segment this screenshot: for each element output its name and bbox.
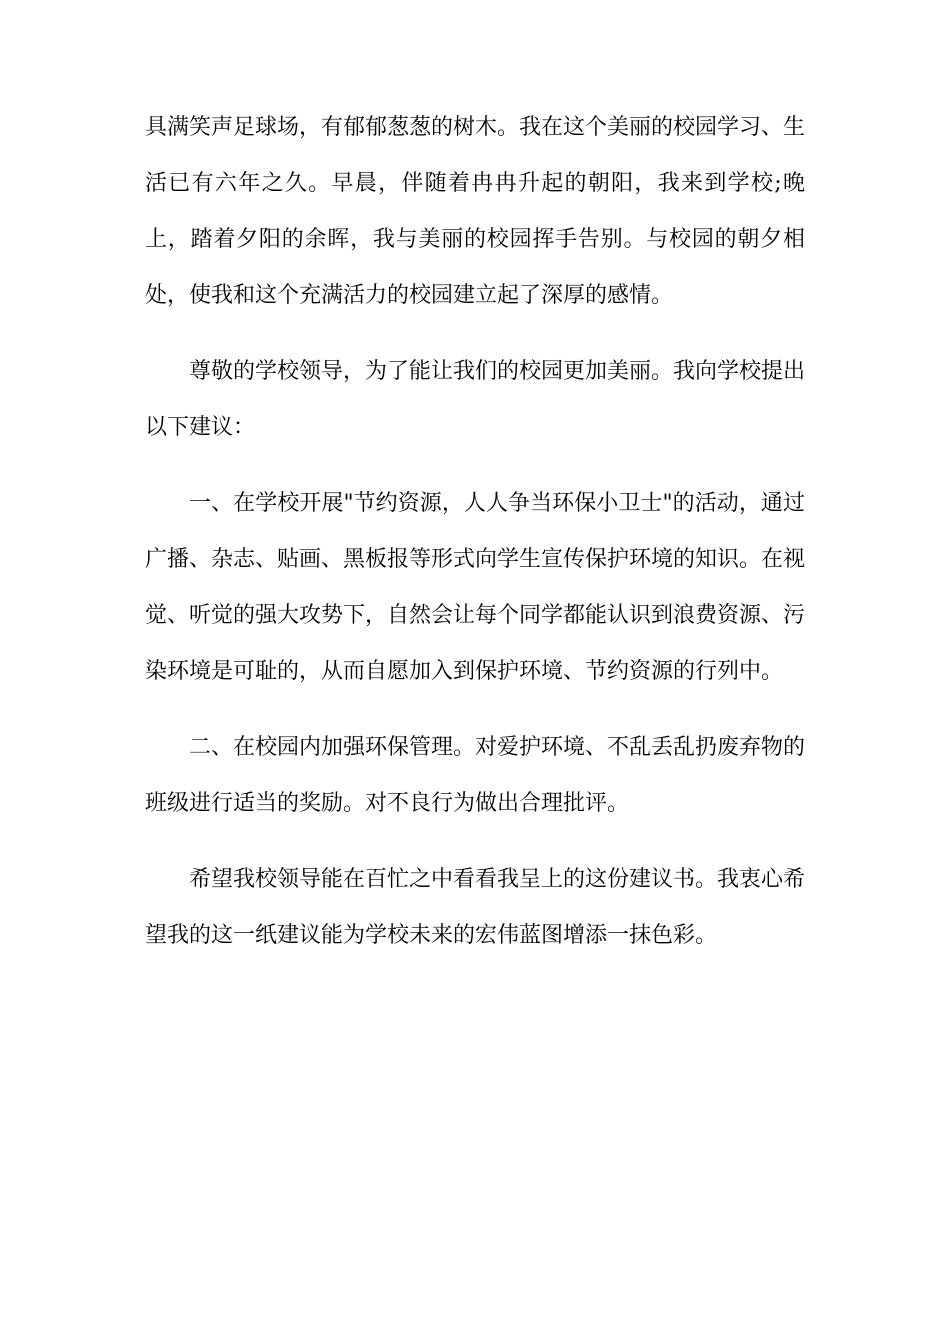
paragraph-1: 具满笑声足球场，有郁郁葱葱的树木。我在这个美丽的校园学习、生活已有六年之久。早晨，伴随着冉冉升起的朝阳，我来到学校;晚上，踏着夕阳的余晖，我与美丽的校园挥手告别。与校园的朝夕相处，使我和这个充满活力的校园建立起了深厚的感情。 xyxy=(145,115,806,308)
document-body xyxy=(145,100,805,964)
paragraph-2: 尊敬的学校领导，为了能让我们的校园更加美丽。我向学校提出以下建议： xyxy=(145,359,806,440)
paragraph-4: 二、在校园内加强环保管理。对爱护环境、不乱丢乱扔废弃物的班级进行适当的奖励。对不良行为做出合理批评。 xyxy=(145,735,806,816)
paragraph-3: 一、在学校开展"节约资源，人人争当环保小卫士"的活动，通过广播、杂志、贴画、黑板报等形式向学生宣传保护环境的知识。在视觉、听觉的强大攻势下，自然会让每个同学都能认识到浪费资源、污染环境是可耻的，从而自愿加入到保护环境、节约资源的行列中。 xyxy=(145,491,806,684)
paragraph-5: 希望我校领导能在百忙之中看看我呈上的这份建议书。我衷心希望我的这一纸建议能为学校未来的宏伟蓝图增添一抹色彩。 xyxy=(145,867,806,948)
